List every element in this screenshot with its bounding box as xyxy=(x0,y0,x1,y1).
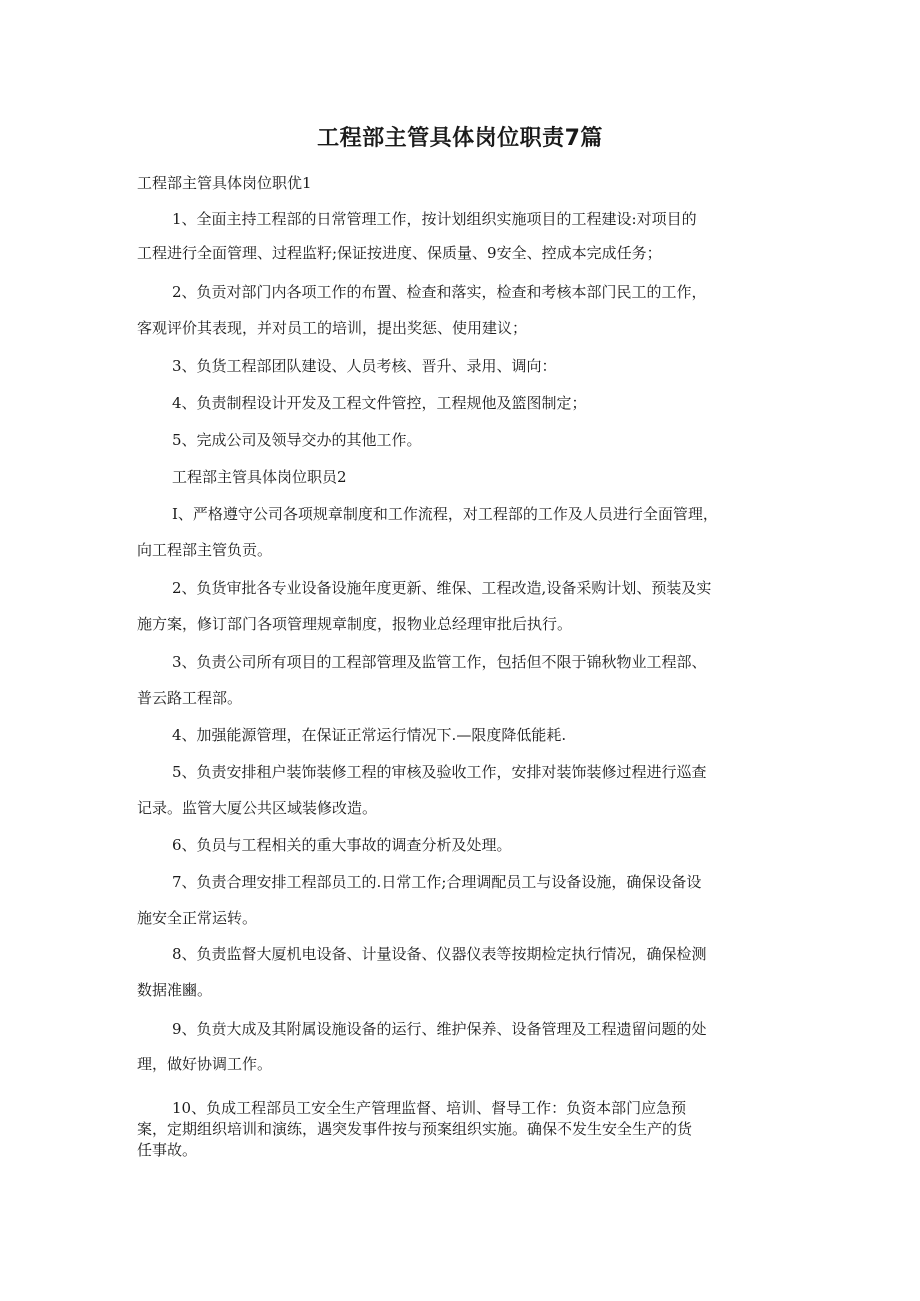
paragraph-line: 2、负贡对部门内各项工作的布置、检查和落实，检查和考核本部门民工的工作， xyxy=(172,283,707,301)
paragraph-line: 记录。监管大厦公共区域装修改造。 xyxy=(137,799,378,817)
paragraph-line: 1、全面主持工程部的日常管理工作，按计划组织实施项目的工程建设:对项目的 xyxy=(172,210,697,228)
paragraph-line: 5、负责安排租户装饰装修工程的审核及验收工作，安排对装饰装修过程进行巡查 xyxy=(172,763,707,781)
paragraph-line: 理，做好协调工作。 xyxy=(137,1055,273,1073)
paragraph-line: 数据准豳。 xyxy=(137,981,213,999)
paragraph-line: 4、加强能源管理，在保证正常运行情况下.—限度降低能耗. xyxy=(172,726,567,744)
paragraph-line: 7、负责合理安排工程部员工的.日常工作;合理调配员工与设备设施，确保设备设 xyxy=(172,873,702,891)
paragraph-line: 5、完成公司及领导交办的其他工作。 xyxy=(172,431,422,449)
paragraph-line: 6、负员与工程相关的重大事故的调查分析及处理。 xyxy=(172,836,512,854)
paragraph-line: I、严格遵守公司各项规章制度和工作流程，对工程部的工作及人员进行全面管理， xyxy=(172,505,718,523)
paragraph-line: 施安全正常运转。 xyxy=(137,909,258,927)
paragraph-line: 3、负货工程部团队建设、人员考核、晋升、录用、调向： xyxy=(172,357,557,375)
paragraph-line: 向工程部主管负贡。 xyxy=(137,541,273,559)
document-title: 工程部主管具体岗位职责7篇 xyxy=(317,126,603,151)
paragraph-line: 9、负贲大成及其附属设施设备的运行、维护保养、设备管理及工程遗留问题的处 xyxy=(172,1020,707,1038)
paragraph-line: 2、负货审批各专业设备设施年度更新、维保、工程改造,设备采购计划、预装及实 xyxy=(172,579,712,597)
paragraph-line: 4、负责制程设计开发及工程文件管控，工程规他及篮图制定； xyxy=(172,394,587,412)
section-heading-2: 工程部主管具体岗位职员2 xyxy=(172,468,347,486)
paragraph-line: 案，定期组织培训和演练，遇突发事件按与预案组织实施。确保不发生安全生产的货 xyxy=(137,1120,693,1138)
paragraph-line: 施方案，修订部门各项管理规章制度，报物业总经理审批后执行。 xyxy=(137,615,573,633)
paragraph-line: 8、负责监督大厦机电设备、计量设备、仪器仪表等按期检定执行情况，确保检测 xyxy=(172,945,707,963)
section-heading-1: 工程部主管具体岗位职优1 xyxy=(137,174,312,192)
paragraph-line: 客观评价其表现，并对员工的培训，提出奖惩、使用建议； xyxy=(137,319,528,337)
paragraph-line: 普云路工程部。 xyxy=(137,689,243,707)
paragraph-line: 10、负成工程部员工安全生产管理监督、培训、督导工作：负资本部门应急预 xyxy=(172,1099,687,1117)
paragraph-line: 3、负责公司所有项目的工程部管理及监管工作，包括但不限于锦秋物业工程部、 xyxy=(172,653,707,671)
paragraph-line: 任事故。 xyxy=(137,1141,198,1159)
paragraph-line: 工程进行全面管理、过程监籽;保证按进度、保质量、9安全、控成本完成任务； xyxy=(137,244,662,262)
